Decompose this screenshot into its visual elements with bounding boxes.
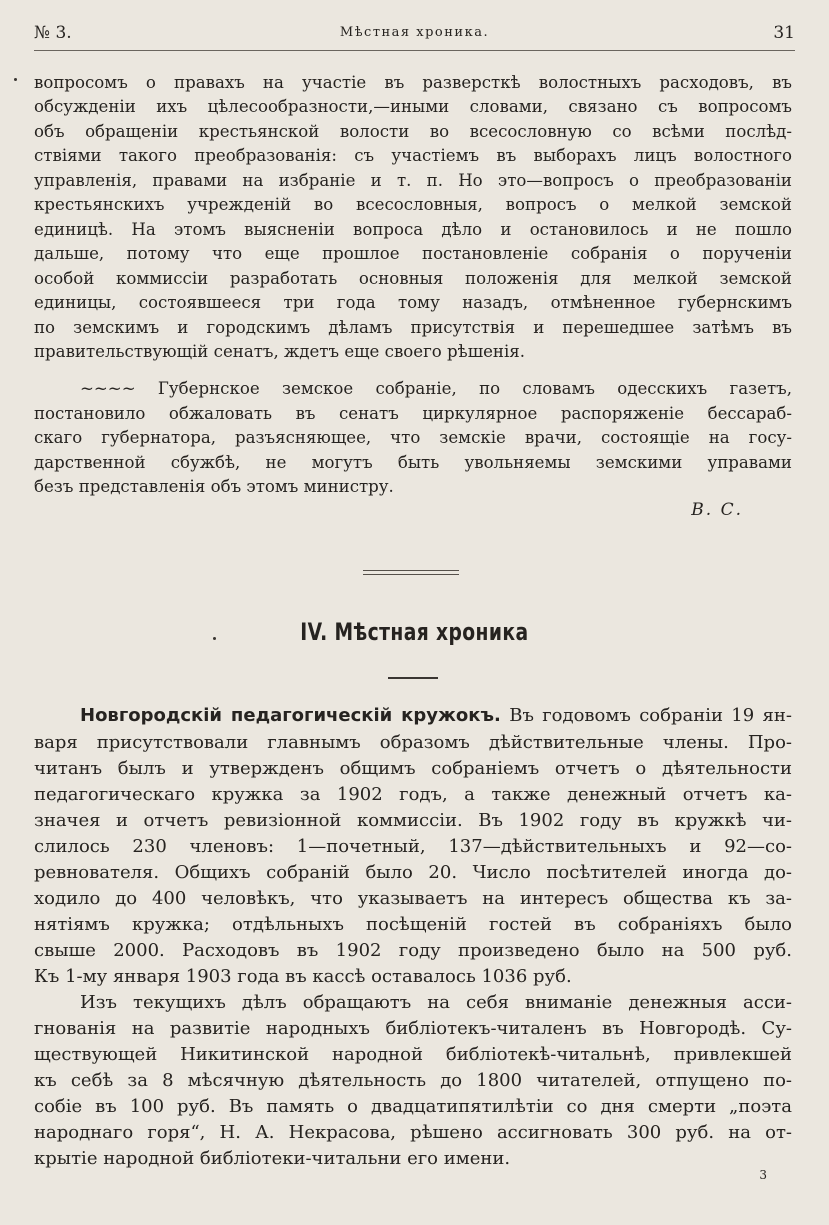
- text-line: дарственной сбужбѣ, не могутъ быть увольняемы земскими управами: [34, 453, 792, 472]
- running-header: [34, 20, 795, 51]
- text-line: значея и отчетъ ревизіонной коммиссіи. Въ 1902 году въ кружкѣ чи-: [34, 810, 792, 831]
- text-line: слилось 230 членовъ: 1—почетный, 137—дѣйствительныхъ и 92—со-: [34, 836, 792, 857]
- text-line: единицы, состоявшееся три года тому назадъ, отмѣненное губернскимъ: [34, 293, 792, 312]
- text-line: педагогическаго кружка за 1902 годъ, а также денежный отчетъ ка-: [34, 784, 792, 805]
- article-lead: Въ годовомъ собраніи 19 ян-: [509, 705, 792, 726]
- section-title: IV. Мѣстная хроника: [300, 618, 529, 646]
- text-line: собіе въ 100 руб. Въ память о двадцатипятилѣтіи со дня смерти „поэта: [34, 1096, 792, 1117]
- text-line: крестьянскихъ учрежденій во всесословныя, вопросъ о мелкой земской: [34, 195, 792, 214]
- text-line: особой коммиссіи разработать основныя положенія для мелкой земской: [34, 269, 792, 288]
- author-signature: В. С.: [691, 500, 743, 520]
- text-line: Къ 1-му января 1903 года въ кассѣ оставалось 1036 руб.: [34, 966, 572, 987]
- margin-dot: [14, 78, 17, 81]
- text-line: ревнователя. Общихъ собраній было 20. Число посѣтителей иногда до-: [34, 862, 792, 883]
- section-divider: [363, 570, 459, 571]
- text-line: управленія, правами на избраніе и т. п. Но это—вопросъ о преобразованіи: [34, 171, 792, 190]
- text-line: дальше, потому что еще прошлое постановленіе собранія о порученіи: [34, 244, 792, 263]
- text-line: вопросомъ о правахъ на участіе въ разверсткѣ волостныхъ расходовъ, въ: [34, 73, 792, 92]
- title-underline: [388, 677, 438, 679]
- running-title: Мѣстная хроника.: [339, 25, 490, 40]
- text-line: ~~~~ Губернское земское собраніе, по словамъ одесскихъ газетъ,: [80, 379, 792, 398]
- text-line: нятіямъ кружка; отдѣльныхъ посѣщеній гостей въ собраніяхъ было: [34, 914, 792, 935]
- text-line: скаго губернатора, разъясняющее, что земскіе врачи, состоящіе на госу-: [34, 428, 792, 447]
- text-line: безъ представленія объ этомъ министру.: [34, 477, 394, 496]
- text-line: къ себѣ за 8 мѣсячную дѣятельность до 1800 читателей, отпущено по-: [34, 1070, 792, 1091]
- signature-mark: 3: [759, 1168, 767, 1182]
- text-line: ходило до 400 человѣкъ, что указываетъ на интересъ общества къ за-: [34, 888, 792, 909]
- text-line: ществующей Никитинской народной библіотекѣ-читальнѣ, привлекшей: [34, 1044, 792, 1065]
- text-line: ствіями такого преобразованія: съ участіемъ въ выборахъ лицъ волостного: [34, 146, 792, 165]
- text-line: единицѣ. На этомъ выясненіи вопроса дѣло и остановилось и не пошло: [34, 220, 792, 239]
- issue-number: № 3.: [34, 23, 72, 43]
- text-line: Изъ текущихъ дѣлъ обращаютъ на себя вниманіе денежныя асси-: [80, 992, 792, 1013]
- text-line: по земскимъ и городскимъ дѣламъ присутствія и перешедшее затѣмъ въ: [34, 318, 792, 337]
- text-line: народнаго горя“, Н. А. Некрасова, рѣшено ассигновать 300 руб. на от-: [34, 1122, 792, 1143]
- text-line: свыше 2000. Расходовъ въ 1902 году произведено было на 500 руб.: [34, 940, 792, 961]
- text-line: обсужденіи ихъ цѣлесообразности,—иными словами, связано съ вопросомъ: [34, 97, 792, 116]
- text-line: варя присутствовали главнымъ образомъ дѣйствительные члены. Про-: [34, 732, 792, 753]
- article-heading: Новгородскій педагогическій кружокъ.: [80, 705, 501, 726]
- text-line: правительствующій сенатъ, ждетъ еще своего рѣшенія.: [34, 342, 526, 361]
- text-line: объ обращеніи крестьянской волости во всесословную со всѣми послѣд-: [34, 122, 792, 141]
- section-divider: [363, 574, 459, 575]
- text-line: [80, 703, 792, 729]
- text-line: постановило обжаловать въ сенатъ циркулярное распоряженіе бессараб-: [34, 404, 792, 423]
- text-line: читанъ былъ и утвержденъ общимъ собраніемъ отчетъ о дѣятельности: [34, 758, 792, 779]
- text-line: гнованія на развитіе народныхъ библіотекъ-читаленъ въ Новгородѣ. Су-: [34, 1018, 792, 1039]
- page-number: 31: [773, 23, 795, 43]
- text-line: крытіе народной библіотеки-читальни его имени.: [34, 1148, 511, 1169]
